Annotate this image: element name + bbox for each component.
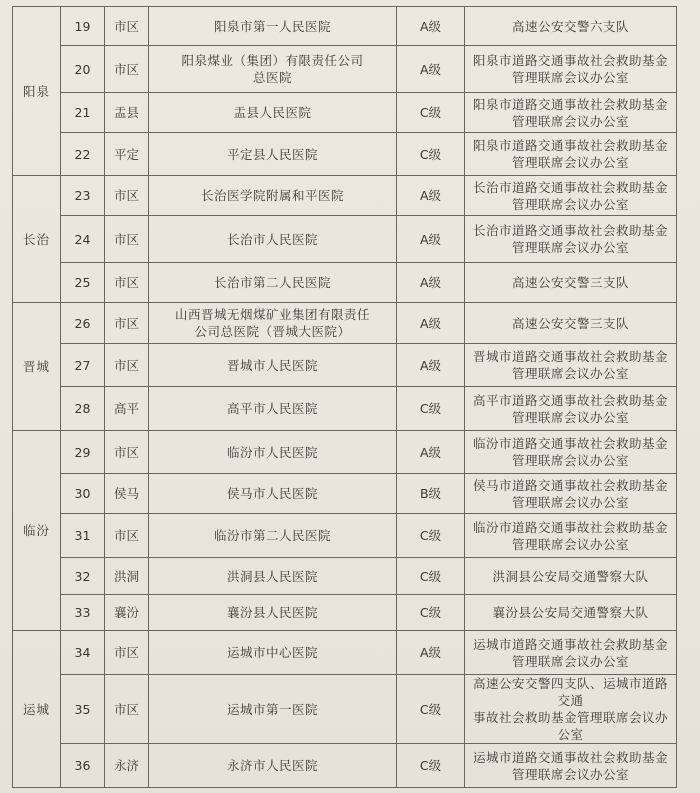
grade-cell: A级: [397, 431, 465, 474]
table-row: [13, 344, 677, 387]
table-row: [13, 216, 677, 263]
hospital-name-cell: [149, 344, 397, 387]
responsible-office-line: 管理联席会议办公室: [511, 113, 629, 129]
hospital-name-cell: [149, 176, 397, 216]
district-cell: 市区: [105, 344, 149, 387]
table-row: [13, 431, 677, 474]
district-cell: 市区: [105, 46, 149, 93]
responsible-office-line: 高速公安交警四支队、运城市道路交通: [472, 676, 668, 708]
hospital-name-line: 阳泉煤业（集团）有限责任公司: [181, 53, 364, 68]
responsible-office-line: 运城市道路交通事故社会救助基金: [472, 636, 668, 652]
grade-cell: A级: [397, 7, 465, 46]
grade-cell: A级: [397, 303, 465, 344]
hospital-name-line: 临汾市人民医院: [226, 444, 318, 460]
responsible-office-cell: [465, 46, 677, 93]
hospital-name-cell: [149, 387, 397, 431]
row-number-cell: 21: [61, 93, 105, 133]
grade-cell: C级: [397, 744, 465, 788]
row-number-cell: 20: [61, 46, 105, 93]
responsible-office-cell: [465, 558, 677, 595]
responsible-office-line: 管理联席会议办公室: [511, 536, 629, 552]
hospital-name-cell: [149, 514, 397, 558]
responsible-office-line: 管理联席会议办公室: [511, 196, 629, 212]
district-cell: 市区: [105, 263, 149, 303]
hospital-name-cell: [149, 216, 397, 263]
grade-cell: C级: [397, 387, 465, 431]
row-number-cell: 19: [61, 7, 105, 46]
grade-cell: C级: [397, 675, 465, 744]
grade-cell: A级: [397, 46, 465, 93]
responsible-office-cell: [465, 7, 677, 46]
responsible-office-line: 洪洞县公安局交通警察大队: [492, 568, 649, 584]
responsible-office-cell: [465, 387, 677, 431]
city-cell: 临汾: [13, 431, 61, 631]
responsible-office-cell: [465, 744, 677, 788]
district-cell: 市区: [105, 631, 149, 675]
table-row: [13, 595, 677, 631]
hospital-name-line: 运城市第一医院: [226, 701, 318, 717]
district-cell: 市区: [105, 514, 149, 558]
row-number-cell: 26: [61, 303, 105, 344]
hospital-name-cell: [149, 744, 397, 788]
hospital-name-cell: [149, 7, 397, 46]
grade-cell: A级: [397, 631, 465, 675]
grade-cell: A级: [397, 263, 465, 303]
hospital-name-line: 长治市第二人民医院: [213, 275, 331, 290]
table-row: [13, 744, 677, 788]
hospital-name-line: 总医院: [252, 70, 292, 85]
row-number-cell: 36: [61, 744, 105, 788]
hospital-name-cell: [149, 675, 397, 744]
hospital-name-line: 运城市中心医院: [226, 645, 318, 660]
hospital-name-cell: [149, 631, 397, 675]
row-number-cell: 30: [61, 474, 105, 514]
hospital-name-cell: [149, 431, 397, 474]
responsible-office-line: 襄汾县公安局交通警察大队: [492, 605, 649, 620]
hospital-name-cell: [149, 595, 397, 631]
responsible-office-line: 管理联席会议办公室: [511, 653, 629, 669]
hospital-name-cell: [149, 474, 397, 514]
grade-cell: B级: [397, 474, 465, 514]
district-cell: 市区: [105, 216, 149, 263]
city-cell: 晋城: [13, 303, 61, 431]
grade-cell: C级: [397, 558, 465, 595]
responsible-office-cell: [465, 133, 677, 176]
table-row: [13, 474, 677, 514]
district-cell: 市区: [105, 431, 149, 474]
hospital-name-line: 襄汾县人民医院: [226, 605, 318, 620]
responsible-office-cell: [465, 431, 677, 474]
row-number-cell: 23: [61, 176, 105, 216]
hospital-name-cell: [149, 133, 397, 176]
hospital-name-cell: [149, 263, 397, 303]
responsible-office-line: 临汾市道路交通事故社会救助基金: [472, 436, 668, 451]
table-row: [13, 46, 677, 93]
row-number-cell: 28: [61, 387, 105, 431]
hospital-table-body: [13, 7, 677, 788]
hospital-name-line: 临汾市第二人民医院: [213, 528, 331, 543]
hospital-name-line: 阳泉市第一人民医院: [213, 18, 331, 34]
responsible-office-cell: [465, 93, 677, 133]
hospital-name-cell: [149, 46, 397, 93]
hospital-name-line: 晋城市人民医院: [226, 357, 318, 373]
responsible-office-cell: [465, 631, 677, 675]
responsible-office-cell: [465, 303, 677, 344]
district-cell: 市区: [105, 675, 149, 744]
row-number-cell: 31: [61, 514, 105, 558]
hospital-name-line: 长治市人民医院: [226, 231, 318, 247]
hospital-name-line: 平定县人民医院: [226, 146, 318, 162]
table-row: [13, 263, 677, 303]
responsible-office-cell: [465, 263, 677, 303]
table-row: [13, 514, 677, 558]
table-row: [13, 387, 677, 431]
responsible-office-line: 管理联席会议办公室: [511, 409, 629, 425]
district-cell: 盂县: [105, 93, 149, 133]
table-row: [13, 675, 677, 744]
row-number-cell: 25: [61, 263, 105, 303]
district-cell: 永济: [105, 744, 149, 788]
district-cell: 襄汾: [105, 595, 149, 631]
responsible-office-cell: [465, 595, 677, 631]
responsible-office-line: 事故社会救助基金管理联席会议办公室: [472, 710, 668, 742]
hospital-name-line: 长治医学院附属和平医院: [200, 188, 344, 203]
responsible-office-line: 管理联席会议办公室: [511, 240, 629, 255]
row-number-cell: 34: [61, 631, 105, 675]
district-cell: 市区: [105, 303, 149, 344]
hospital-name-line: 高平市人民医院: [226, 401, 318, 416]
hospital-name-line: 洪洞县人民医院: [226, 568, 318, 584]
grade-cell: A级: [397, 216, 465, 263]
table-row: [13, 133, 677, 176]
responsible-office-line: 管理联席会议办公室: [511, 366, 629, 381]
responsible-office-line: 管理联席会议办公室: [511, 155, 629, 170]
responsible-office-line: 晋城市道路交通事故社会救助基金: [472, 349, 668, 364]
table-row: [13, 631, 677, 675]
city-cell: 长治: [13, 176, 61, 303]
responsible-office-line: 长治市道路交通事故社会救助基金: [472, 179, 668, 195]
row-number-cell: 32: [61, 558, 105, 595]
district-cell: 平定: [105, 133, 149, 176]
responsible-office-line: 高速公安交警三支队: [511, 315, 629, 331]
grade-cell: C级: [397, 595, 465, 631]
row-number-cell: 35: [61, 675, 105, 744]
responsible-office-line: 高速公安交警三支队: [511, 275, 629, 290]
table-row: [13, 558, 677, 595]
responsible-office-cell: [465, 176, 677, 216]
hospital-name-cell: [149, 303, 397, 344]
grade-cell: C级: [397, 93, 465, 133]
hospital-name-cell: [149, 93, 397, 133]
responsible-office-line: 管理联席会议办公室: [511, 70, 629, 85]
city-cell: 阳泉: [13, 7, 61, 176]
table-row: [13, 176, 677, 216]
hospital-name-line: 盂县人民医院: [233, 105, 312, 120]
hospital-name-line: 侯马市人民医院: [226, 486, 318, 501]
row-number-cell: 22: [61, 133, 105, 176]
responsible-office-cell: [465, 216, 677, 263]
responsible-office-line: 阳泉市道路交通事故社会救助基金: [472, 138, 668, 153]
responsible-office-line: 管理联席会议办公室: [511, 766, 629, 782]
grade-cell: C级: [397, 133, 465, 176]
district-cell: 洪洞: [105, 558, 149, 595]
responsible-office-cell: [465, 514, 677, 558]
responsible-office-cell: [465, 344, 677, 387]
district-cell: 市区: [105, 7, 149, 46]
responsible-office-line: 管理联席会议办公室: [511, 453, 629, 468]
row-number-cell: 27: [61, 344, 105, 387]
hospital-name-line: 永济市人民医院: [226, 758, 318, 773]
hospital-table: [12, 6, 677, 788]
row-number-cell: 24: [61, 216, 105, 263]
responsible-office-cell: [465, 675, 677, 744]
responsible-office-line: 高平市道路交通事故社会救助基金: [472, 392, 668, 408]
responsible-office-line: 阳泉市道路交通事故社会救助基金: [472, 96, 668, 112]
responsible-office-line: 长治市道路交通事故社会救助基金: [472, 223, 668, 238]
hospital-name-cell: [149, 558, 397, 595]
responsible-office-line: 阳泉市道路交通事故社会救助基金: [472, 53, 668, 68]
table-row: [13, 303, 677, 344]
row-number-cell: 33: [61, 595, 105, 631]
district-cell: 侯马: [105, 474, 149, 514]
responsible-office-line: 管理联席会议办公室: [511, 494, 629, 510]
responsible-office-line: 侯马市道路交通事故社会救助基金: [472, 477, 668, 493]
table-row: [13, 93, 677, 133]
row-number-cell: 29: [61, 431, 105, 474]
hospital-name-line: 公司总医院（晋城大医院）: [194, 324, 351, 339]
grade-cell: C级: [397, 514, 465, 558]
responsible-office-line: 高速公安交警六支队: [511, 18, 629, 34]
district-cell: 市区: [105, 176, 149, 216]
grade-cell: A级: [397, 344, 465, 387]
responsible-office-cell: [465, 474, 677, 514]
city-cell: 运城: [13, 631, 61, 788]
hospital-name-line: 山西晋城无烟煤矿业集团有限责任: [174, 307, 370, 322]
responsible-office-line: 临汾市道路交通事故社会救助基金: [472, 519, 668, 535]
responsible-office-line: 运城市道路交通事故社会救助基金: [472, 749, 668, 765]
district-cell: 高平: [105, 387, 149, 431]
table-row: [13, 7, 677, 46]
grade-cell: A级: [397, 176, 465, 216]
